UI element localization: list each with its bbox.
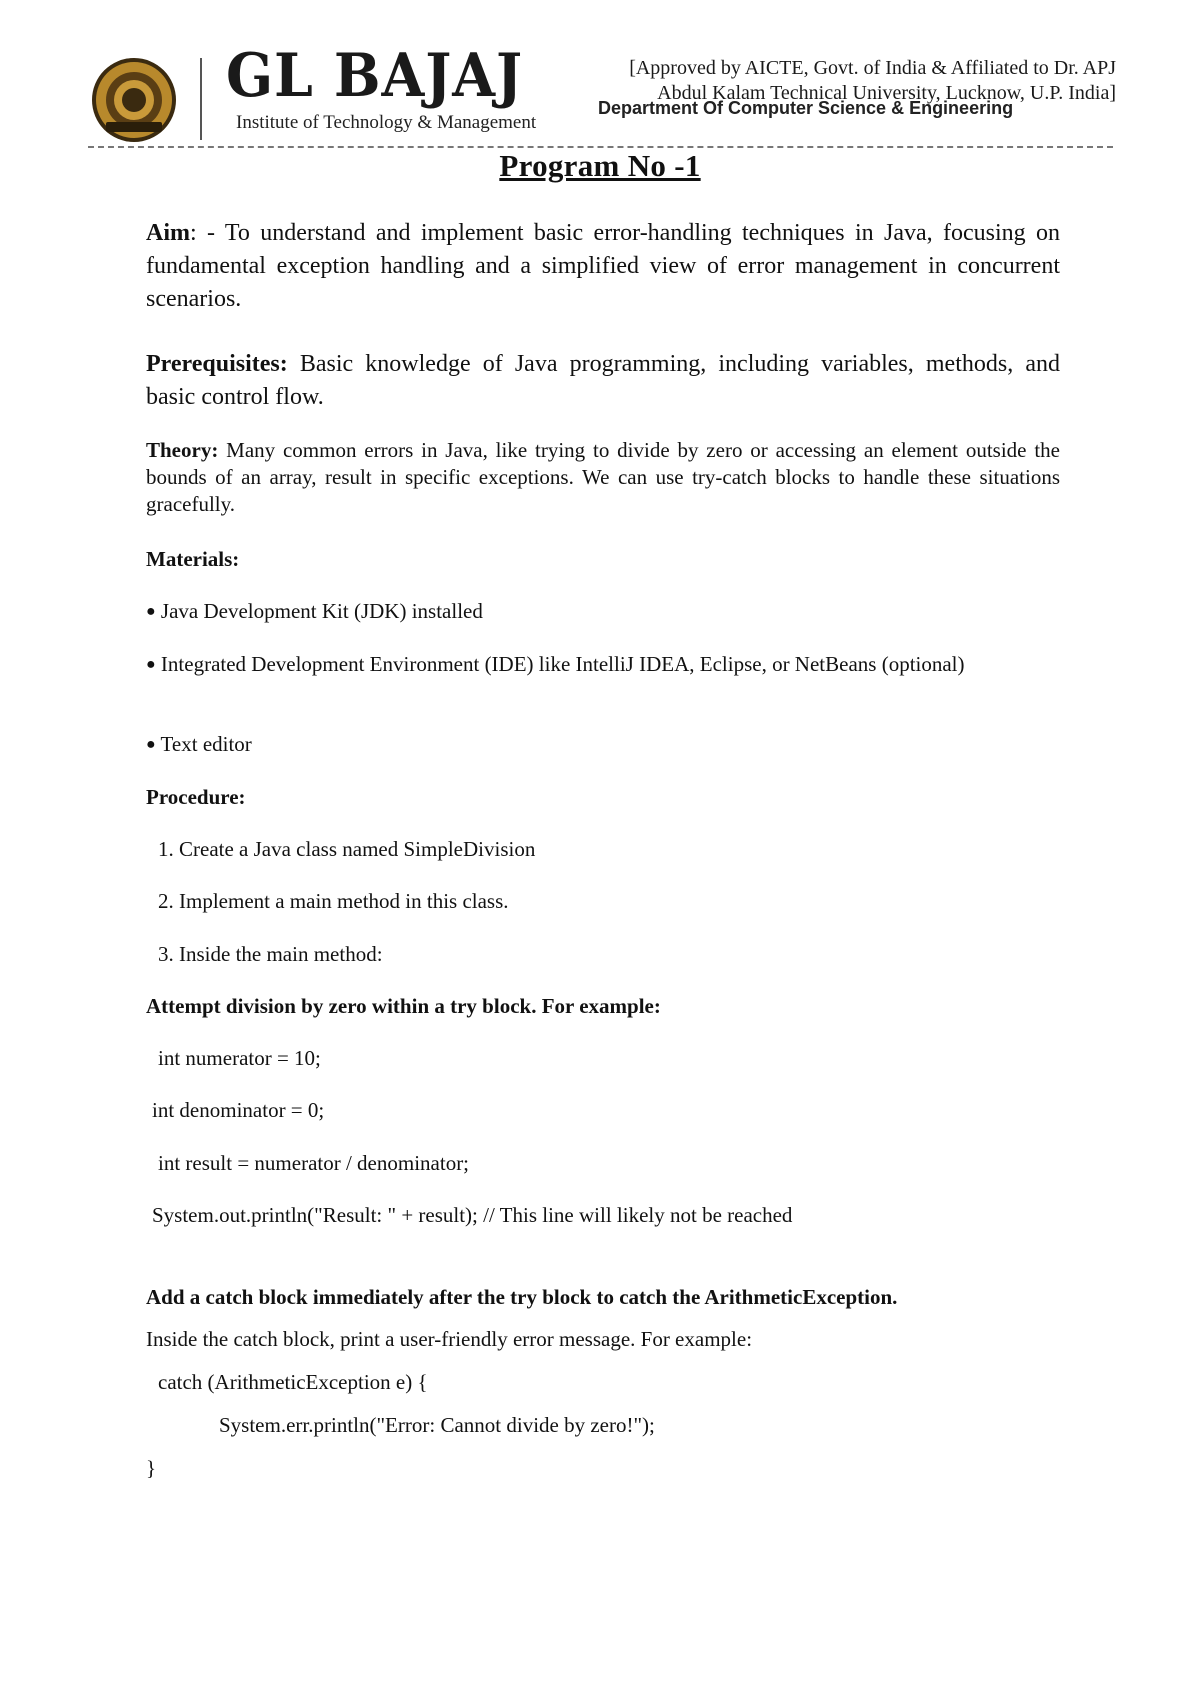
code-line: System.out.println("Result: " + result); // This line will likely not be reached [152, 1203, 793, 1227]
theory-paragraph [146, 437, 1060, 518]
procedure-step: 1. Create a Java class named SimpleDivision [158, 837, 536, 861]
materials-item [146, 651, 1060, 678]
bullet-icon: ● [146, 736, 156, 753]
aim-label: Aim [146, 220, 190, 246]
page-title: Program No -1 [499, 148, 701, 183]
materials-item-text: Integrated Development Environment (IDE) like IntelliJ IDEA, Eclipse, or NetBeans (optional) [160, 652, 965, 676]
materials-item-text: Java Development Kit (JDK) installed [160, 599, 483, 623]
approval-line-2: Abdul Kalam Technical University, Lucknow, U.P. India] [657, 82, 1116, 104]
theory-text: Many common errors in Java, like trying to divide by zero or accessing an element outside the bounds of an array, result in specific exceptions. We can use try-catch blocks to handle these situations gracefully. [146, 438, 1060, 516]
logo-subtitle: Institute of Technology & Management [236, 112, 537, 133]
department-name: Department Of Computer Science & Engineering [598, 98, 1014, 118]
code-line: catch (ArithmeticException e) { [158, 1370, 428, 1394]
materials-item [146, 598, 483, 625]
materials-item-text: Text editor [160, 732, 252, 756]
bullet-icon: ● [146, 656, 156, 673]
prerequisites-paragraph [146, 348, 1060, 414]
code-line: int numerator = 10; [158, 1046, 321, 1070]
code-line: int denominator = 0; [152, 1098, 325, 1122]
code-line: int result = numerator / denominator; [158, 1151, 470, 1175]
procedure-step: 3. Inside the main method: [158, 942, 383, 966]
prerequisites-text: Basic knowledge of Java programming, including variables, methods, and basic control flow. [146, 351, 1060, 410]
procedure-step: 2. Implement a main method in this class. [158, 889, 509, 913]
catch-heading: Add a catch block immediately after the try block to catch the ArithmeticException. [146, 1285, 898, 1309]
approval-line-1: [Approved by AICTE, Govt. of India & Affiliated to Dr. APJ [629, 57, 1116, 79]
logo-name: GL BAJAJ [226, 41, 524, 111]
code-line: System.err.println("Error: Cannot divide by zero!"); [219, 1413, 655, 1437]
institute-seal-icon [90, 56, 178, 144]
header-divider [200, 58, 202, 140]
materials-item [146, 731, 252, 758]
theory-label: Theory: [146, 438, 219, 462]
aim-paragraph [146, 217, 1060, 316]
try-heading: Attempt division by zero within a try block. For example: [146, 994, 661, 1018]
bullet-icon: ● [146, 603, 156, 620]
materials-heading: Materials: [146, 547, 240, 571]
code-line: } [146, 1456, 157, 1480]
procedure-heading: Procedure: [146, 785, 246, 809]
prerequisites-label: Prerequisites: [146, 351, 288, 377]
letterhead [88, 41, 1116, 142]
aim-text: : - To understand and implement basic error-handling techniques in Java, focusing on fundamental exception handling and a simplified view of error management in concurrent scenarios. [146, 220, 1060, 312]
catch-intro: Inside the catch block, print a user-friendly error message. For example: [146, 1327, 753, 1351]
